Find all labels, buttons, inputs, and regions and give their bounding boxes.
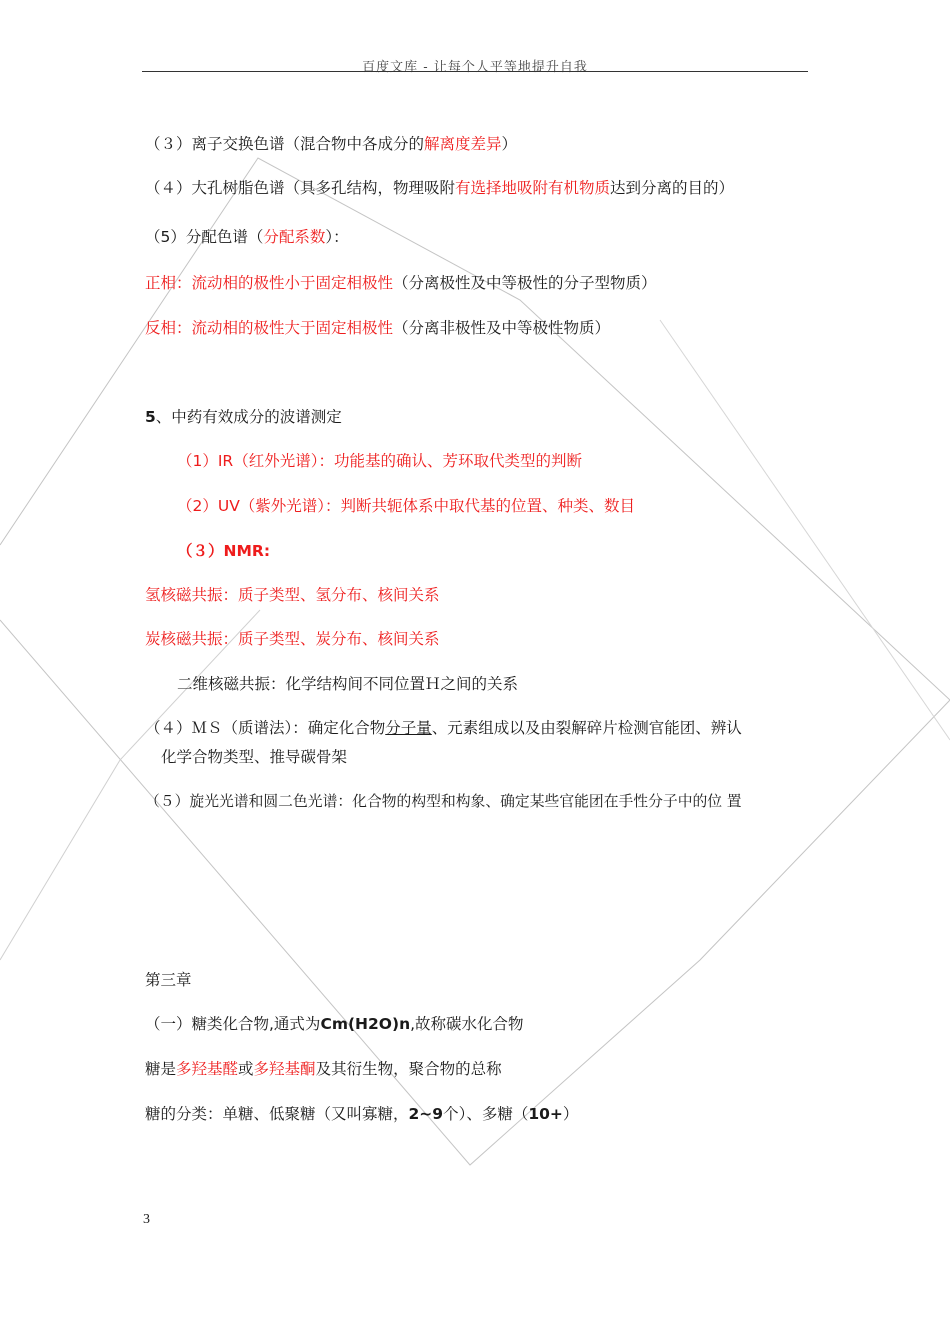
text-segment: 个）、多糖（: [443, 1105, 529, 1123]
text-segment: 及其衍生物，聚合物的总称: [315, 1060, 502, 1078]
optical-rotation-line: [145, 792, 742, 812]
sugar-classification-line: [145, 1104, 578, 1124]
carbohydrate-formula-line: [145, 1014, 524, 1034]
text-segment: 达到分离的目的）: [610, 179, 735, 197]
text-segment: 糖是: [145, 1060, 177, 1078]
text-segment: ,故称碳水化合物: [410, 1015, 524, 1033]
highlight-text: 有选择地吸附有机物质: [455, 179, 611, 197]
ir-line: [177, 451, 582, 471]
ms-line-continuation: [161, 747, 347, 767]
chapter-3-heading: [145, 970, 192, 990]
text-segment: 化学合物类型、推导碳骨架: [161, 748, 348, 766]
text-segment: （５）旋光光谱和圆二色光谱：化合物的构型和构象、确定某些官能团在手性分子中的位 置: [145, 793, 742, 810]
2d-nmr-line: [177, 674, 518, 694]
text-segment: 、中药有效成分的波谱测定: [155, 408, 342, 426]
h-nmr-line: [145, 585, 440, 605]
highlight-text: 分配系数: [263, 228, 326, 246]
ion-exchange-line: [145, 134, 517, 154]
text-segment: 二维核磁共振：化学结构间不同位置Ｈ之间的关系: [177, 675, 519, 693]
chapter-title: 第三章: [145, 971, 192, 989]
text-segment: 或: [238, 1060, 254, 1078]
highlight-text: 正相：流动相的极性小于固定相极性: [145, 274, 394, 292]
macroporous-resin-line: [145, 178, 734, 198]
normal-phase-line: [145, 273, 657, 293]
text-segment: （5）分配色谱（: [145, 228, 264, 246]
partition-chromatography-line: [145, 227, 349, 247]
ms-line: [145, 718, 742, 738]
highlight-text: 炭核磁共振：质子类型、炭分布、核间关系: [145, 630, 440, 648]
nmr-line: [177, 541, 270, 561]
text-segment: ）: [562, 1105, 579, 1123]
text-segment: （４）大孔树脂色谱（具多孔结构，物理吸附: [145, 179, 456, 197]
highlight-text: （2）UV（紫外光谱）：判断共轭体系中取代基的位置、种类、数目: [177, 497, 636, 515]
text-segment: ）：: [325, 228, 349, 246]
reverse-phase-line: [145, 318, 610, 338]
text-segment: （３）离子交换色谱（混合物中各成分的: [145, 135, 425, 153]
bold-number: 10+: [528, 1105, 563, 1123]
text-segment: （分离极性及中等极性的分子型物质）: [393, 274, 657, 292]
text-segment: （４）ＭＳ（质谱法）：确定化合物: [145, 719, 386, 737]
sugar-definition-line: [145, 1059, 502, 1079]
underlined-text: 分子量: [385, 719, 432, 737]
highlight-text: （３）NMR:: [177, 542, 271, 560]
highlight-text: 解离度差异: [424, 135, 502, 153]
section-number: 5: [145, 408, 156, 426]
bold-number: 2~9: [408, 1105, 444, 1123]
text-segment: ）: [501, 135, 518, 153]
text-segment: （一）糖类化合物,通式为: [145, 1015, 321, 1033]
highlight-text: 多羟基醛: [176, 1060, 239, 1078]
text-segment: 糖的分类：单糖、低聚糖（又叫寡糖，: [145, 1105, 409, 1123]
highlight-text: 反相：流动相的极性大于固定相极性: [145, 319, 394, 337]
highlight-text: 多羟基酮: [253, 1060, 316, 1078]
page-header: 百度文库 - 让每个人平等地提升自我: [362, 60, 588, 75]
uv-line: [177, 496, 635, 516]
c-nmr-line: [145, 629, 440, 649]
highlight-text: （1）IR（红外光谱）：功能基的确认、芳环取代类型的判断: [177, 452, 582, 470]
highlight-text: 氢核磁共振：质子类型、氢分布、核间关系: [145, 586, 440, 604]
page-number: 3: [143, 1212, 150, 1227]
formula-text: Cm(H2O)n: [320, 1015, 411, 1033]
header-divider: [142, 71, 808, 72]
section-5-heading: [145, 407, 342, 427]
text-segment: （分离非极性及中等极性物质）: [393, 319, 611, 337]
text-segment: 、元素组成以及由裂解碎片检测官能团、辨认: [431, 719, 742, 737]
